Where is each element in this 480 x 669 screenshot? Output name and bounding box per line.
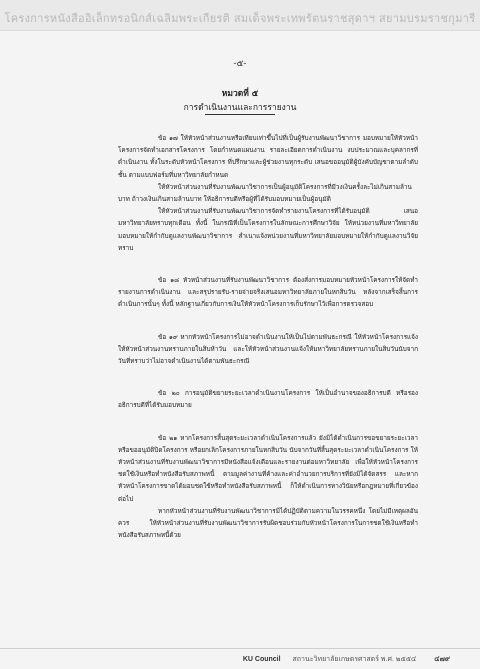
paragraph-monthly-report: ให้หัวหน้าส่วนงานที่รับงานพัฒนาวิชาการจัดทำรายงานโครงการที่ได้รับอนุมัติ เสนอมหาวิทยาลัยทราบทุกเดือน ทั้งนี้ ในกรณีที่เป็นโครงการในลักษณะการศึกษาวิจัย ให้หน่วยงานที่มหาวิทยาลัยมอบหมายให้กำกับดูแลงานพัฒนาวิชาการ สำเนาแจ้งหน่วยงานที่มหาวิทยาลัยมอบหมายให้กำกับดูแลงานวิจัยทราบ	[118, 207, 418, 252]
spacer	[118, 367, 418, 387]
paragraph-article-21-second: หากหัวหน้าส่วนงานที่รับงานพัฒนาวิชาการมิได้ปฏิบัติตามความในวรรคหนึ่ง โดยไม่มีเหตุผลอันควร ให้หัวหน้าส่วนงานที่รับงานพัฒนาวิชาการรับผิดชอบร่วมกับหัวหน้าโครงการในการชดใช้เงินหรือทำหนังสือรับสภาพหนี้ด้วย	[118, 506, 418, 540]
paragraph-article-21: ข้อ ๒๑ หากโครงการสิ้นสุดระยะเวลาดำเนินโครงการแล้ว ยังมิได้ดำเนินการขอขยายระยะเวลาหรือขออนุมัติปิดโครงการ หรือยกเลิกโครงการภายในหกสิบวัน นับจากวันที่สิ้นสุดระยะเวลาดำเนินโครงการ ให้หัวหน้าส่วนงานที่รับงานพัฒนาวิชาการมีหนังสือแจ้งเตือนและรายงานต่อมหาวิทยาลัย เพื่อให้หัวหน้าโครงการชดใช้เงินหรือทำหนังสือรับสภาพหนี้ ตามมูลค่างานที่ค้างและค่าอำนวยการบริการที่ยังมิได้จัดสรร และหากหัวหน้าโครงการขาดได้มอบชดใช้หรือทำหนังสือรับสภาพหนี้ ก็ให้ดำเนินการทางวินัยหรือกฎหมายที่เกี่ยวข้องต่อไป	[118, 433, 418, 503]
spacer	[118, 254, 418, 274]
footer	[243, 654, 450, 665]
footer-page-number: ๔๗๙	[434, 656, 450, 663]
document-body	[118, 132, 418, 541]
header-title: โครงการหนังสืออิเล็กทรอนิกส์เฉลิมพระเกียรติ สมเด็จพระเทพรัตนราชสุดาฯ สยามบรมราชกุมารี	[4, 12, 476, 25]
page-number: -๕-	[233, 59, 247, 69]
paragraph-article-19: ข้อ ๑๙ หากหัวหน้าโครงการไม่อาจดำเนินงานให้เป็นไปตามพันธะกรณี ให้หัวหน้าโครงการแจ้งให้หัวหน้าส่วนงานทราบภายในสิบห้าวัน และให้หัวหน้าส่วนงานแจ้งให้มหาวิทยาลัยทราบภายในสิบวันนับจากวันที่ทราบว่าไม่อาจดำเนินงานได้ตามพันธะกรณี	[118, 332, 418, 366]
spacer	[118, 311, 418, 331]
spacer	[118, 412, 418, 432]
paragraph-article-18: ข้อ ๑๘ หัวหน้าส่วนงานที่รับงานพัฒนาวิชาการ ต้องสั่งการมอบหมายหัวหน้าโครงการให้จัดทำรายงานการดำเนินงาน และสรุปรายรับ-รายจ่ายจริงเสนอมหาวิทยาลัยภายในหกสิบวัน หลังจากเสร็จสิ้นการดำเนินการนั้นๆ ทั้งนี้ หลักฐานเกี่ยวกับการเงินให้หัวหน้าโครงการเก็บรักษาไว้เพื่อการตรวจสอบ	[118, 276, 418, 309]
title-divider	[205, 114, 275, 115]
header-band	[0, 0, 480, 31]
chapter-subtitle: การดำเนินงานและการรายงาน	[183, 103, 297, 113]
footer-text: สถานะวิทยาลัยเกษตรศาสตร์ พ.ศ. ๒๕๕๔	[292, 656, 417, 663]
footer-divider	[0, 648, 480, 649]
footer-brand: KU Council	[242, 656, 281, 663]
paragraph-article-17: ข้อ ๑๗ ให้หัวหน้าส่วนงานหรือเทียบเท่าขึ้นไปที่เป็นผู้รับงานพัฒนาวิชาการ มอบหมายให้หัวหน้าโครงการจัดทำเอกสารโครงการ โดยกำหนดแผนงาน รายละเอียดการดำเนินงาน งบประมาณและบุคลากรที่ดำเนินงาน ทั้งในระดับหัวหน้าโครงการ ที่ปรึกษาและผู้ช่วยงานทุกระดับ เสนอขออนุมัติผู้บังคับบัญชาตามลำดับชั้น ตามแบบฟอร์มที่มหาวิทยาลัยกำหนด	[118, 134, 418, 179]
paragraph-article-20: ข้อ ๒๐ การอนุมัติขยายระยะเวลาดำเนินงานโครงการ ให้เป็นอำนาจของอธิการบดี หรือรองอธิการบดีที่ได้รับมอบหมาย	[118, 389, 418, 410]
chapter-title: หมวดที่ ๕	[221, 89, 259, 99]
paragraph-approval: ให้หัวหน้าส่วนงานที่รับงานพัฒนาวิชาการเป็นผู้อนุมัติโครงการที่มีวงเงินครั้งละไม่เกินสามล้านบาท ถ้าวงเงินเกินสามล้านบาท ให้อธิการบดีหรือผู้ที่ได้รับมอบหมายเป็นผู้อนุมัติ	[118, 182, 412, 204]
